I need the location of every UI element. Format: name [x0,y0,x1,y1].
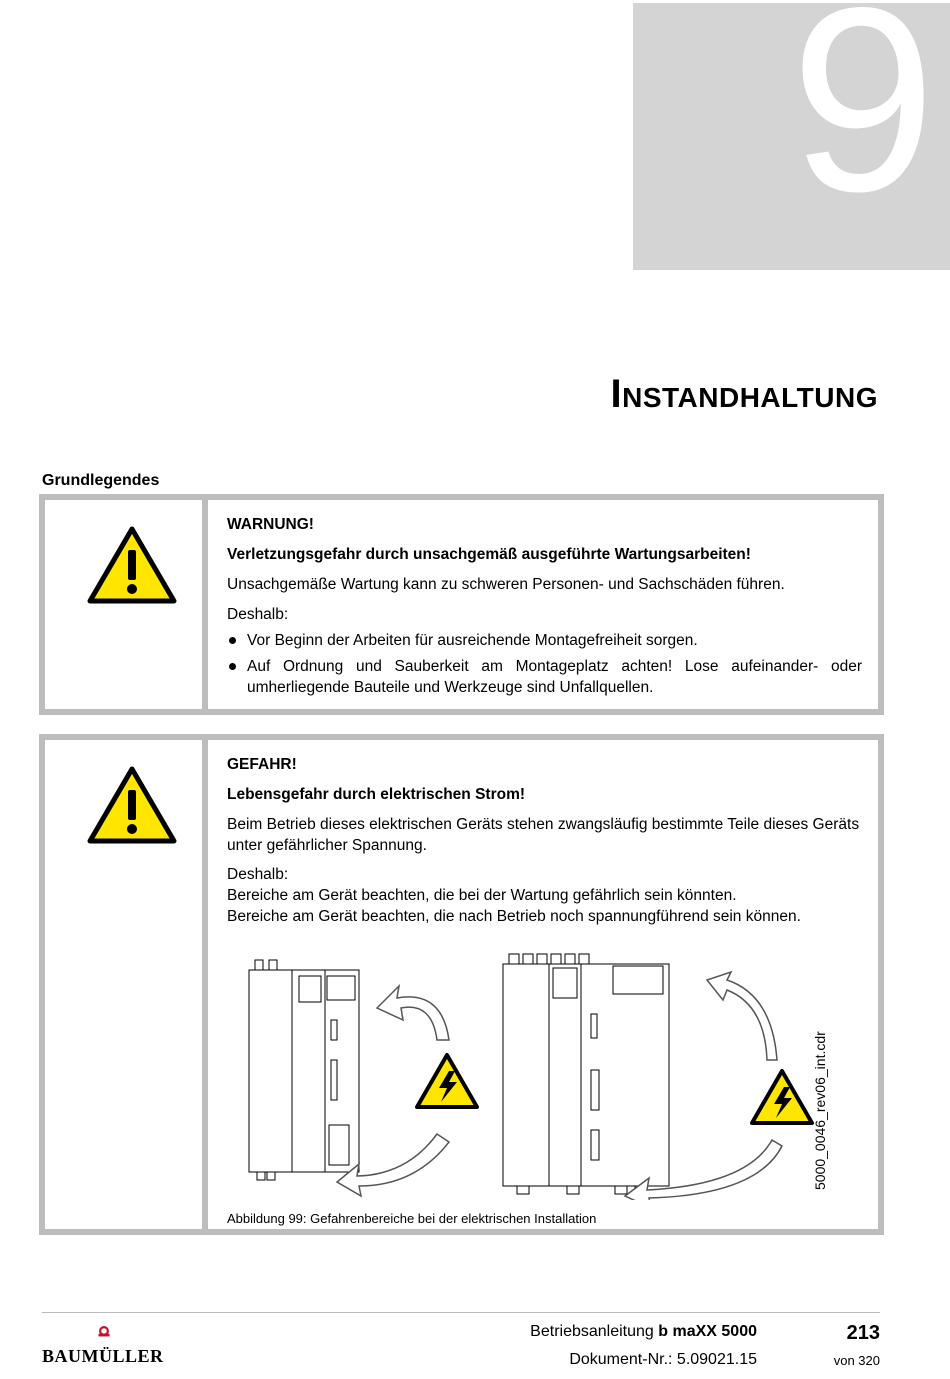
danger-text: Beim Betrieb dieses elektrischen Geräts stehen zwangsläufig bestimmte Teile dieses Geräts unter gefährlicher Spannung. [227,816,860,854]
warning-icon-column [45,500,208,709]
warning-bullet-2: Auf Ordnung und Sauberkeit am Montageplatz achten! Lose aufeinander- oder umherliegende Bauteile und Werkzeuge sind Unfallquellen. [227,656,862,698]
footer-doc-prefix: Betriebsanleitung [530,1323,659,1340]
logo-wordmark: BAUMÜLLER [42,1346,164,1366]
chapter-number: 9 [790,3,936,246]
large-device-drawing [503,954,669,1194]
warning-bullet-1: Vor Beginn der Arbeiten für ausreichende Montagefreiheit sorgen. [227,630,862,651]
warning-content [227,514,862,698]
section-heading: Grundlegendes [42,472,160,489]
warning-label: WARNUNG! [227,516,314,533]
electric-hazard-icon [752,1071,812,1123]
chapter-number-box [633,3,950,270]
figure-caption: Abbildung 99: Gefahrenbereiche bei der elektrischen Installation [227,1211,597,1226]
danger-box [39,734,884,1235]
warning-therefore: Deshalb: [227,606,289,623]
danger-headline: Lebensgefahr durch elektrischen Strom! [227,786,526,803]
footer-product: b maXX 5000 [658,1323,757,1340]
danger-line-2: Bereiche am Gerät beachten, die nach Betrieb noch spannungführend sein können. [227,908,801,925]
page-number: 213 [846,1322,880,1344]
danger-icon-column [45,740,208,1229]
warning-text: Unsachgemäße Wartung kann zu schweren Personen- und Sachschäden führen. [227,576,785,593]
figure-file-label: 5000_0046_rev06_int.cdr [812,1031,828,1190]
page-total: von 320 [833,1353,880,1368]
danger-line-1: Bereiche am Gerät beachten, die bei der Wartung gefährlich sein könnten. [227,887,737,904]
baumueller-logo-icon [42,1326,166,1348]
hazard-arrows [337,972,782,1200]
small-device-drawing [249,960,359,1180]
page-title [611,372,879,417]
footer-divider [42,1312,880,1313]
footer-document-title [530,1323,757,1341]
title-rest: NSTANDHALTUNG [622,382,878,413]
danger-label: GEFAHR! [227,756,297,773]
danger-therefore: Deshalb: [227,866,289,883]
danger-zones-figure [227,950,867,1200]
warning-triangle-icon [87,526,177,604]
warning-triangle-icon [87,766,177,844]
title-initial: I [610,372,623,416]
electric-hazard-icon [417,1055,477,1107]
footer-document-number: Dokument-Nr.: 5.09021.15 [569,1351,757,1368]
warning-box [39,494,884,715]
warning-headline: Verletzungsgefahr durch unsachgemäß ausgeführte Wartungsarbeiten! [227,546,751,563]
